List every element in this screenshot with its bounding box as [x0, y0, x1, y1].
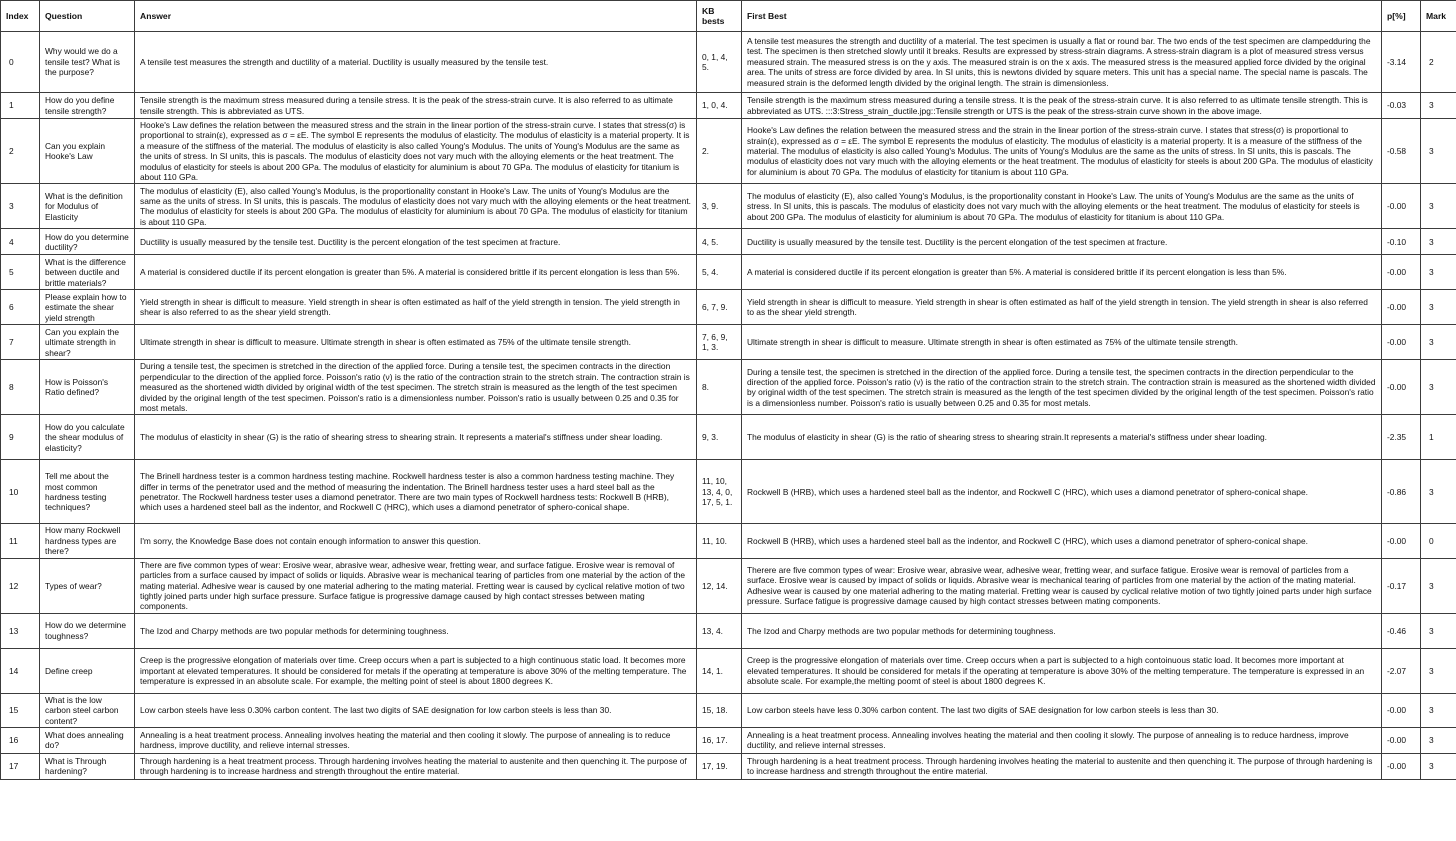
answer-cell: Ductility is usually measured by the tensile test. Ductility is the percent elongation of the test specimen at fracture.	[135, 229, 697, 255]
mark-cell: 3	[1421, 184, 1456, 229]
table-row	[1, 613, 1456, 648]
kb-bests-cell: 2.	[697, 119, 742, 184]
kb-bests-cell: 9, 3.	[697, 415, 742, 460]
p-percent-cell: -0.00	[1382, 290, 1421, 325]
kb-bests-cell: 1, 0, 4.	[697, 93, 742, 119]
answer-cell: Hooke's Law defines the relation between the measured stress and the strain in the linear portion of the stress-strain curve. I states that stress(σ) is proportional to strain(ε), expressed as σ = εE. The symbol E represents the modulus of elasticity. The modulus of elasticity is a material property. It is a measure of the stiffness of the material. The modulus of elasticity is also called Young's Modulus. The units of Young's Modulus are the same as the units of stress. In SI units, this is pascals. The modulus of elasticity does not vary much with the alloying elements or the heat treatment. The modulus of elasticity for steels is about 200 GPa. The modulus of elasticity for aluminium is about 70 GPa. The modulus of elasticity for titanium is about 110 GPa.	[135, 119, 697, 184]
question-cell: How is Poisson's Ratio defined?	[40, 360, 135, 415]
answer-cell: Tensile strength is the maximum stress measured during a tensile stress. It is the peak of the stress-strain curve. It is also referred to as ultimate tensile strength. This is abbreviated as UTS.	[135, 93, 697, 119]
answer-cell: The Brinell hardness tester is a common hardness testing machine. Rockwell hardness tester is also a common hardness testing machine. They differ in terms of the penetrator used and the method of measuring the indentation. The Brinell hardness tester uses a hard steel ball as the penetrator. The Rockwell hardness tester uses a diamond penetrator. There are two main types of Rockwell hardness tests: Rockwell B (HRB), which uses a hardened steel ball as the indentor, and Rockwell C (HRC), which uses a diamond penetrator of sphero-conical shape.	[135, 460, 697, 524]
mark-cell: 3	[1421, 613, 1456, 648]
table-row	[1, 558, 1456, 613]
first-best-cell: Creep is the progressive elongation of materials over time. Creep occurs when a part is subjected to a high contoinuous static load. It becomes more important at elevated temperatures. It should be considered for metals if the operating at temperature is above 30% of the melting temperature. The temperature is expressed in an absolute scale. For example,the melting poomt of steel is about 1800 degrees K.	[742, 648, 1382, 693]
mark-cell: 3	[1421, 648, 1456, 693]
question-cell: Can you explain the ultimate strength in shear?	[40, 325, 135, 360]
p-percent-cell: -0.00	[1382, 325, 1421, 360]
kb-bests-cell: 16, 17.	[697, 727, 742, 753]
table-row	[1, 415, 1456, 460]
index-cell: 5	[1, 255, 40, 290]
table-header-row	[1, 1, 1456, 32]
question-cell: What does annealing do?	[40, 727, 135, 753]
index-cell: 17	[1, 753, 40, 779]
mark-cell: 3	[1421, 93, 1456, 119]
answer-cell: The modulus of elasticity (E), also called Young's Modulus, is the proportionality constant in Hooke's Law. The units of Young's Modulus are the same as the units of stress. In SI units, this is pascals. The modulus of elasticity does not vary much with the alloying elements or the heat treatment. The modulus of elasticity for steels is about 200 GPa. The modulus of elasticity for aluminium is about 70 GPa. The modulus of elasticity for titanium is about 110 GPa.	[135, 184, 697, 229]
answer-cell: The Izod and Charpy methods are two popular methods for determining toughness.	[135, 613, 697, 648]
kb-bests-cell: 0, 1, 4, 5.	[697, 32, 742, 93]
index-cell: 15	[1, 693, 40, 727]
answer-cell: A tensile test measures the strength and ductility of a material. Ductility is usually measured by the tensile test.	[135, 32, 697, 93]
table-row	[1, 93, 1456, 119]
question-cell: How do you determine ductility?	[40, 229, 135, 255]
table-row	[1, 184, 1456, 229]
first-best-cell: Rockwell B (HRB), which uses a hardened steel ball as the indentor, and Rockwell C (HRC), which uses a diamond penetrator of sphero-conical shape.	[742, 524, 1382, 558]
mark-cell: 3	[1421, 360, 1456, 415]
question-cell: How do you define tensile strength?	[40, 93, 135, 119]
index-cell: 3	[1, 184, 40, 229]
first-best-cell: Ductility is usually measured by the tensile test. Ductility is the percent elongation of the test specimen at fracture.	[742, 229, 1382, 255]
kb-bests-cell: 4, 5.	[697, 229, 742, 255]
question-cell: Define creep	[40, 648, 135, 693]
table-row	[1, 229, 1456, 255]
first-best-cell: Yield strength in shear is difficult to measure. Yield strength in shear is often estimated as half of the yield strength in tension. The yield strength in shear is also referred to as the shear yield strength.	[742, 290, 1382, 325]
kb-bests-cell: 11, 10, 13, 4, 0, 17, 5, 1.	[697, 460, 742, 524]
table-row	[1, 460, 1456, 524]
p-percent-cell: -0.00	[1382, 360, 1421, 415]
answer-cell: Low carbon steels have less 0.30% carbon content. The last two digits of SAE designation for low carbon steels is less than 30.	[135, 693, 697, 727]
index-cell: 16	[1, 727, 40, 753]
table-row	[1, 119, 1456, 184]
header-kb-bests: KB bests	[697, 1, 742, 32]
index-cell: 0	[1, 32, 40, 93]
index-cell: 12	[1, 558, 40, 613]
index-cell: 1	[1, 93, 40, 119]
question-cell: Types of wear?	[40, 558, 135, 613]
table-row	[1, 325, 1456, 360]
p-percent-cell: -0.00	[1382, 524, 1421, 558]
mark-cell: 3	[1421, 119, 1456, 184]
first-best-cell: Tensile strength is the maximum stress measured during a tensile stress. It is the peak of the stress-strain curve. It is also referred to as ultimate tensile strength. This is abbreviated as UTS. :::3:Stress_strain_ductile.jpg::Tensile strength or UTS is the peak of the stress-strain curve shown in the above image.	[742, 93, 1382, 119]
header-answer: Answer	[135, 1, 697, 32]
answer-cell: A material is considered ductile if its percent elongation is greater than 5%. A material is considered brittle if its percent elongation is less than 5%.	[135, 255, 697, 290]
header-question: Question	[40, 1, 135, 32]
index-cell: 8	[1, 360, 40, 415]
answer-cell: Creep is the progressive elongation of materials over time. Creep occurs when a part is subjected to a high continuous static load. It becomes more important at elevated temperatures. It should be considered for metals if the operating at temperature is above 30% of the melting temperature. The temperature is expressed in an absolute scale. For example, the melting point of steel is about 1800 degrees K.	[135, 648, 697, 693]
mark-cell: 3	[1421, 460, 1456, 524]
kb-bests-cell: 11, 10.	[697, 524, 742, 558]
mark-cell: 3	[1421, 558, 1456, 613]
p-percent-cell: -0.00	[1382, 184, 1421, 229]
header-p-percent: p[%]	[1382, 1, 1421, 32]
kb-bests-cell: 3, 9.	[697, 184, 742, 229]
mark-cell: 3	[1421, 229, 1456, 255]
question-cell: Can you explain Hooke's Law	[40, 119, 135, 184]
mark-cell: 3	[1421, 727, 1456, 753]
first-best-cell: A material is considered ductile if its percent elongation is greater than 5%. A material is considered brittle if its percent elongation is less than 5%.	[742, 255, 1382, 290]
index-cell: 13	[1, 613, 40, 648]
question-cell: What is Through hardening?	[40, 753, 135, 779]
question-cell: What is the difference between ductile and brittle materials?	[40, 255, 135, 290]
question-cell: Please explain how to estimate the shear yield strength	[40, 290, 135, 325]
answer-cell: During a tensile test, the specimen is stretched in the direction of the applied force. During a tensile test, the specimen contracts in the direction perpendicular to the direction of the applied force. Poisson's ratio (ν) is the ratio of the contraction strain to the stretch strain. The contraction strain is measured as the shortened width divided by original width of the test specimen. The stretch strain is measured as the length of the test specimen divided by the original length of the test specimen. Poisson's ratio is a dimensionless number. Poisson's ratio is usually between 0.25 and 0.35 for most metals.	[135, 360, 697, 415]
p-percent-cell: -2.35	[1382, 415, 1421, 460]
first-best-cell: Annealing is a heat treatment process. Annealing involves heating the material and then cooling it slowly. The purpose of annealing is to reduce hardness, improve ductility, and relieve internal stresses.	[742, 727, 1382, 753]
header-index: Index	[1, 1, 40, 32]
first-best-cell: Rockwell B (HRB), which uses a hardened steel ball as the indentor, and Rockwell C (HRC), which uses a diamond penetrator of sphero-conical shape.	[742, 460, 1382, 524]
mark-cell: 3	[1421, 290, 1456, 325]
index-cell: 10	[1, 460, 40, 524]
p-percent-cell: -0.00	[1382, 753, 1421, 779]
index-cell: 4	[1, 229, 40, 255]
mark-cell: 1	[1421, 415, 1456, 460]
first-best-cell: Ultimate strength in shear is difficult to measure. Ultimate strength in shear is often estimated as 75% of the ultimate tensile strength.	[742, 325, 1382, 360]
p-percent-cell: -0.17	[1382, 558, 1421, 613]
p-percent-cell: -0.58	[1382, 119, 1421, 184]
question-cell: Tell me about the most common hardness testing techniques?	[40, 460, 135, 524]
p-percent-cell: -0.86	[1382, 460, 1421, 524]
p-percent-cell: -0.10	[1382, 229, 1421, 255]
p-percent-cell: -0.03	[1382, 93, 1421, 119]
table-row	[1, 727, 1456, 753]
table-row	[1, 693, 1456, 727]
first-best-cell: Therere are five common types of wear: Erosive wear, abrasive wear, adhesive wear, fretting wear, and surface fatigue. Erosive wear is removal of particles from a surface. Erosive wear is caused by impact of solids or liquids. Abrasive wear is mechanical tearing of particles from one material by the action of the mating material. Adhesive wear is caused by one material adhering to the mating material. Fretting wear is caused by cyclical relative motion of two tightly joined parts under high surface pressure. Surface fatigue is progressive damage caused by high contact stresses between mating components.	[742, 558, 1382, 613]
kb-bests-cell: 17, 19.	[697, 753, 742, 779]
table-row	[1, 290, 1456, 325]
table-row	[1, 753, 1456, 779]
p-percent-cell: -0.00	[1382, 255, 1421, 290]
p-percent-cell: -3.14	[1382, 32, 1421, 93]
kb-bests-cell: 15, 18.	[697, 693, 742, 727]
table-row	[1, 648, 1456, 693]
index-cell: 9	[1, 415, 40, 460]
table-row	[1, 360, 1456, 415]
mark-cell: 3	[1421, 255, 1456, 290]
mark-cell: 3	[1421, 753, 1456, 779]
first-best-cell: Low carbon steels have less 0.30% carbon content. The last two digits of SAE designation for low carbon steels is less than 30.	[742, 693, 1382, 727]
mark-cell: 2	[1421, 32, 1456, 93]
p-percent-cell: -2.07	[1382, 648, 1421, 693]
p-percent-cell: -0.00	[1382, 727, 1421, 753]
kb-bests-cell: 13, 4.	[697, 613, 742, 648]
kb-bests-cell: 7, 6, 9, 1, 3.	[697, 325, 742, 360]
answer-cell: Through hardening is a heat treatment process. Through hardening involves heating the material to austenite and then quenching it. The purpose of through hardening is to increase hardness and strength throughout the entire material.	[135, 753, 697, 779]
question-cell: What is the definition for Modulus of Elasticity	[40, 184, 135, 229]
kb-bests-cell: 14, 1.	[697, 648, 742, 693]
p-percent-cell: -0.00	[1382, 693, 1421, 727]
question-cell: What is the low carbon steel carbon content?	[40, 693, 135, 727]
first-best-cell: The modulus of elasticity (E), also called Young's Modulus, is the proportionality constant in Hooke's Law. The units of Young's Modulus are the same as the units of stress. In SI units, this is pascals. The modulus of elasticity does not vary much with the alloying elements or the heat treatment. The modulus of elasticity for steels is about 200 GPa. The modulus of elasticity for aluminium is about 70 GPa. The modulus of elasticity for titanium is about 110 GPa.	[742, 184, 1382, 229]
mark-cell: 0	[1421, 524, 1456, 558]
first-best-cell: During a tensile test, the specimen is stretched in the direction of the applied force. During a tensile test, the specimen contracts in the direction perpendicular to the direction of the applied force. Poisson's ratio (ν) is the ratio of the contraction strain to the stretch strain. The contraction strain is measured as the shortened width divided by original width of the test specimen. The stretch strain is measured as the length of the test specimen divided by the original length of the test specimen. Poisson's ratio is a dimensionless number. Poisson's ratio is usually between 0.25 and 0.35 for most metals.	[742, 360, 1382, 415]
kb-bests-cell: 12, 14.	[697, 558, 742, 613]
question-cell: Why would we do a tensile test? What is the purpose?	[40, 32, 135, 93]
kb-bests-cell: 5, 4.	[697, 255, 742, 290]
index-cell: 2	[1, 119, 40, 184]
index-cell: 7	[1, 325, 40, 360]
kb-bests-cell: 6, 7, 9.	[697, 290, 742, 325]
mark-cell: 3	[1421, 325, 1456, 360]
mark-cell: 3	[1421, 693, 1456, 727]
table-row	[1, 524, 1456, 558]
answer-cell: The modulus of elasticity in shear (G) is the ratio of shearing stress to shearing strain. It represents a material's stiffness under shear loading.	[135, 415, 697, 460]
answer-cell: Yield strength in shear is difficult to measure. Yield strength in shear is often estimated as half of the yield strength in tension. The yield strength in shear is also referred to as the shear yield strength.	[135, 290, 697, 325]
kb-bests-cell: 8.	[697, 360, 742, 415]
answer-cell: Annealing is a heat treatment process. Annealing involves heating the material and then cooling it slowly. The purpose of annealing is to reduce hardness, improve ductility, and relieve internal stresses.	[135, 727, 697, 753]
p-percent-cell: -0.46	[1382, 613, 1421, 648]
answer-cell: There are five common types of wear: Erosive wear, abrasive wear, adhesive wear, fretting wear, and surface fatigue. Erosive wear is removal of particles from a surface caused by impact of solids or liquids. Abrasive wear is mechanical tearing of particles from one material by the action of the mating material. Adhesive wear is caused by one material adhering to the mating material. Fretting wear is caused by cyclical relative motion of two tightly joined parts under high surface pressure. Surface fatigue is progressive damage caused by high contact stresses between mating components.	[135, 558, 697, 613]
table-row	[1, 255, 1456, 290]
table-row	[1, 32, 1456, 93]
first-best-cell: A tensile test measures the strength and ductility of a material. The test specimen is usually a flat or round bar. The two ends of the test specimen are clampedduring the test. The specimen is then stretched slowly until it breaks. Results are expressed by stress-strain diagrams. A stress-strain diagram is a plot of measured stress versus measured strain. The measured stress is on the y axis. The measured strain is on the x axis. The measured stress is the measured applied force divided by the original area. The units of stress are force divided by area. In SI units, this is newtons divided by square meters. This unit has a special name. The special name is pascals. The measured strain is the deformed length divided by the original length. The strain is dimensionless.	[742, 32, 1382, 93]
first-best-cell: The Izod and Charpy methods are two popular methods for determining toughness.	[742, 613, 1382, 648]
question-cell: How do we determine toughness?	[40, 613, 135, 648]
header-mark: Mark	[1421, 1, 1456, 32]
question-cell: How do you calculate the shear modulus of elasticity?	[40, 415, 135, 460]
index-cell: 6	[1, 290, 40, 325]
answer-cell: Ultimate strength in shear is difficult to measure. Ultimate strength in shear is often estimated as 75% of the ultimate tensile strength.	[135, 325, 697, 360]
header-first-best: First Best	[742, 1, 1382, 32]
index-cell: 11	[1, 524, 40, 558]
first-best-cell: Through hardening is a heat treatment process. Through hardening involves heating the material to austenite and then quenching it. The purpose of through hardening is to increase hardness and strength throughout the entire material.	[742, 753, 1382, 779]
index-cell: 14	[1, 648, 40, 693]
question-cell: How many Rockwell hardness types are there?	[40, 524, 135, 558]
answer-cell: I'm sorry, the Knowledge Base does not contain enough information to answer this question.	[135, 524, 697, 558]
first-best-cell: Hooke's Law defines the relation between the measured stress and the strain in the linear portion of the stress-strain curve. I states that stress(σ) is proportional to strain(ε), expressed as σ = εE. The symbol E represents the modulus of elasticity. The modulus of elasticity is a material property. It is a measure of the stiffness of the material. The modulus of elasticity is also called Young's Modulus. The units of Young's Modulus are the same as the units of stress. In SI units, this is pascals. The modulus of elasticity does not vary much with the alloying elements or the heat treatment. The modulus of elasticity for steels is about 200 GPa. The modulus of elasticity for aluminium is about 70 GPa. The modulus of elasticity for titanium is about 110 GPa.	[742, 119, 1382, 184]
first-best-cell: The modulus of elasticity in shear (G) is the ratio of shearing stress to shearing strain.It represents a material's stiffness under shear loading.	[742, 415, 1382, 460]
